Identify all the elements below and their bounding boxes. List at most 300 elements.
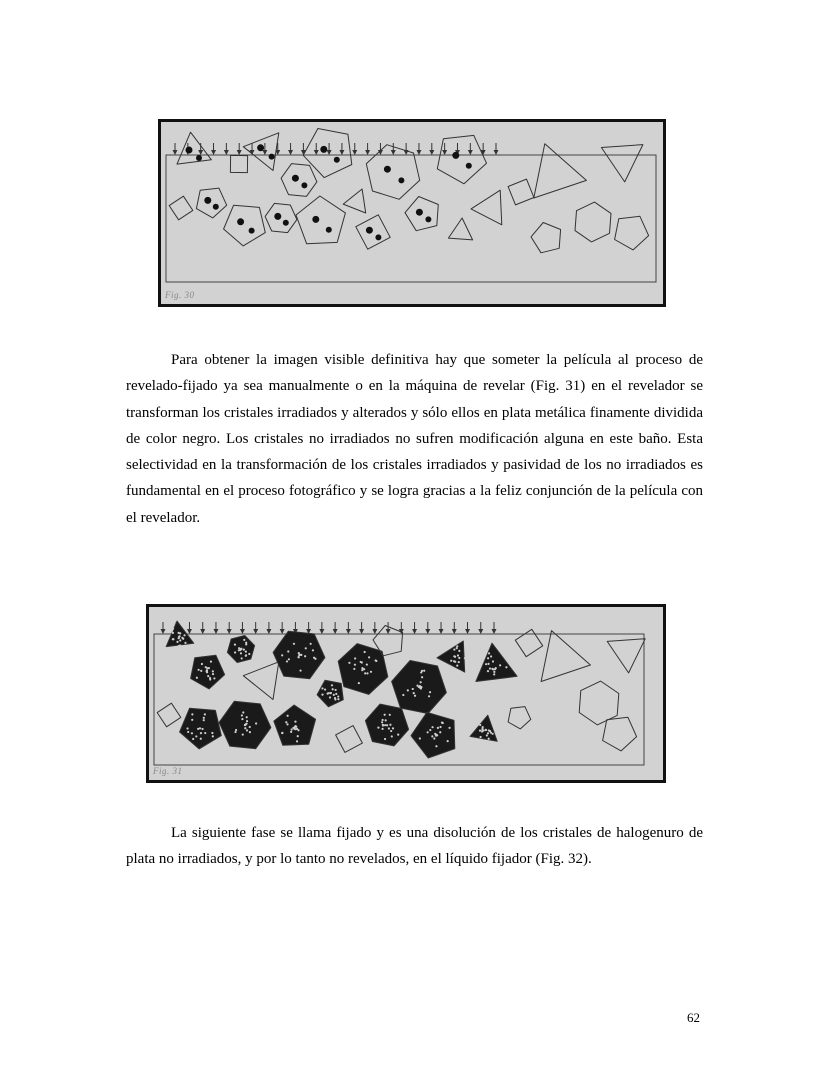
- speckle: [327, 692, 329, 694]
- speckle: [450, 660, 452, 662]
- speckle: [171, 629, 173, 631]
- speckle: [243, 639, 245, 641]
- speckle: [441, 722, 443, 724]
- speckle: [490, 680, 492, 682]
- speckle: [184, 642, 186, 644]
- speckle: [332, 688, 334, 690]
- crystal: [471, 190, 502, 225]
- speckle: [240, 648, 242, 650]
- speckle: [291, 728, 293, 730]
- radiation-arrowhead: [412, 629, 417, 634]
- speckle: [492, 733, 494, 735]
- speckle: [480, 736, 482, 738]
- crystal: [437, 641, 465, 672]
- radiation-arrowhead: [339, 150, 344, 155]
- speckle: [361, 661, 363, 663]
- speckle: [419, 737, 421, 739]
- speckle: [479, 724, 481, 726]
- speckle: [388, 727, 390, 729]
- crystal: [281, 164, 317, 197]
- radiation-arrowhead: [429, 150, 434, 155]
- crystal: [265, 203, 297, 232]
- text-line: el revelador.: [126, 509, 201, 526]
- speckle: [299, 669, 301, 671]
- latent-image-speck: [320, 146, 327, 153]
- speckle: [490, 655, 492, 657]
- speckle: [235, 729, 237, 731]
- speckle: [172, 632, 174, 634]
- speckle: [321, 687, 323, 689]
- speckle: [210, 660, 212, 662]
- speckle: [348, 662, 350, 664]
- crystal: [508, 179, 534, 205]
- latent-image-speck: [237, 218, 244, 225]
- speckle: [294, 725, 296, 727]
- speckle: [234, 644, 236, 646]
- speckle: [486, 734, 488, 736]
- speckle: [207, 675, 209, 677]
- speckle: [358, 682, 360, 684]
- speckle: [290, 731, 292, 733]
- radiation-arrowhead: [352, 150, 357, 155]
- speckle: [200, 732, 202, 734]
- speckle: [203, 719, 205, 721]
- radiation-arrowhead: [478, 629, 483, 634]
- speckle: [456, 665, 458, 667]
- speckle: [397, 734, 399, 736]
- radiation-arrowhead: [416, 150, 421, 155]
- radiation-arrowhead: [227, 629, 232, 634]
- crystal: [575, 202, 611, 242]
- crystal: [411, 712, 455, 758]
- speckle: [286, 660, 288, 662]
- radiation-arrowhead: [346, 629, 351, 634]
- speckle: [479, 729, 481, 731]
- speckle: [245, 723, 247, 725]
- latent-image-speck: [416, 209, 423, 216]
- radiation-arrowhead: [224, 150, 229, 155]
- speckle: [241, 657, 243, 659]
- latent-image-speck: [366, 227, 373, 234]
- speckle: [439, 731, 441, 733]
- speckle: [458, 661, 460, 663]
- text-line: La siguiente fase se llama fijado y es una disolución de los cristales de halogenuro de: [171, 825, 703, 841]
- radiation-arrowhead: [314, 150, 319, 155]
- speckle: [382, 719, 384, 721]
- speckle: [285, 721, 287, 723]
- radiation-arrowhead: [211, 150, 216, 155]
- latent-image-speck: [274, 213, 281, 220]
- speckle: [240, 652, 242, 654]
- speckle: [208, 667, 210, 669]
- speckle: [211, 732, 213, 734]
- figure-31: [146, 604, 666, 783]
- speckle: [287, 715, 289, 717]
- crystal: [303, 129, 352, 178]
- crystal: [476, 643, 517, 681]
- speckle: [495, 730, 497, 732]
- speckle: [433, 737, 435, 739]
- speckle: [447, 740, 449, 742]
- radiation-arrowhead: [468, 150, 473, 155]
- radiation-arrowhead: [359, 629, 364, 634]
- speckle: [429, 729, 431, 731]
- speckle: [423, 670, 425, 672]
- crystal: [531, 223, 561, 253]
- speckle: [389, 724, 391, 726]
- speckle: [243, 648, 245, 650]
- crystal: [343, 189, 366, 213]
- crystal: [336, 726, 363, 753]
- figure-30: [158, 119, 666, 307]
- speckle: [337, 698, 339, 700]
- radiation-arrowhead: [465, 629, 470, 634]
- speckle: [296, 740, 298, 742]
- speckle: [412, 688, 414, 690]
- crystal: [157, 703, 181, 727]
- speckle: [248, 653, 250, 655]
- text-line: de color negro. Los cristales no irradiados no sufren modificación alguna en este baño. Esta: [126, 430, 703, 447]
- speckle: [249, 726, 251, 728]
- speckle: [421, 676, 423, 678]
- radiation-arrowhead: [333, 629, 338, 634]
- latent-image-speck: [204, 197, 211, 204]
- radiation-arrowhead: [452, 629, 457, 634]
- speckle: [334, 697, 336, 699]
- speckle: [495, 667, 497, 669]
- text-line: transforman los cristales irradiados y alterados y sólo ellos en plata metálica finamente dividida: [126, 404, 703, 421]
- speckle: [204, 713, 206, 715]
- crystal: [579, 681, 619, 725]
- crystal: [615, 216, 649, 250]
- speckle: [449, 665, 451, 667]
- crystal: [515, 629, 542, 656]
- speckle: [288, 658, 290, 660]
- speckle: [466, 653, 468, 655]
- speckle: [382, 724, 384, 726]
- speckle: [499, 664, 501, 666]
- speckle: [335, 689, 337, 691]
- speckle: [286, 723, 288, 725]
- speckle: [407, 689, 409, 691]
- speckle: [238, 647, 240, 649]
- radiation-arrowhead: [237, 150, 242, 155]
- latent-image-speck: [269, 154, 275, 160]
- speckle: [435, 733, 437, 735]
- latent-image-speck: [312, 216, 319, 223]
- radiation-arrowhead: [492, 629, 497, 634]
- latent-image-speck: [384, 166, 391, 173]
- latent-image-speck: [425, 216, 431, 222]
- speckle: [384, 724, 386, 726]
- text-line: fundamental en el proceso fotográfico y se logra gracias a la feliz conjunción de la película con: [126, 483, 703, 500]
- speckle: [402, 694, 404, 696]
- speckle: [366, 672, 368, 674]
- speckle: [489, 730, 491, 732]
- speckle: [453, 648, 455, 650]
- radiation-arrowhead: [391, 150, 396, 155]
- speckle: [329, 692, 331, 694]
- speckle: [313, 657, 315, 659]
- speckle: [183, 634, 185, 636]
- latent-image-speck: [466, 163, 472, 169]
- speckle: [297, 656, 299, 658]
- speckle: [364, 651, 366, 653]
- speckle: [246, 716, 248, 718]
- speckle: [203, 717, 205, 719]
- speckle: [182, 638, 184, 640]
- speckle: [364, 672, 366, 674]
- latent-image-speck: [213, 204, 219, 210]
- figure-31-label: Fig. 31: [153, 766, 183, 776]
- speckle: [493, 671, 495, 673]
- radiation-arrowhead: [425, 629, 430, 634]
- latent-image-speck: [452, 152, 459, 159]
- speckle: [488, 652, 490, 654]
- latent-image-speck: [375, 234, 381, 240]
- speckle: [329, 696, 331, 698]
- speckle: [242, 711, 244, 713]
- radiation-arrowhead: [327, 150, 332, 155]
- figure-31-illustration: [149, 607, 663, 780]
- speckle: [209, 678, 211, 680]
- speckle: [281, 654, 283, 656]
- speckle: [191, 713, 193, 715]
- radiation-arrowhead: [198, 150, 203, 155]
- speckle: [439, 726, 441, 728]
- latent-image-speck: [292, 175, 299, 182]
- radiation-arrowhead: [439, 629, 444, 634]
- speckle: [212, 673, 214, 675]
- crystal: [508, 707, 531, 729]
- crystal: [541, 631, 590, 682]
- crystal: [448, 218, 472, 240]
- speckle: [437, 727, 439, 729]
- speckle: [381, 721, 383, 723]
- speckle: [377, 727, 379, 729]
- speckle: [435, 745, 437, 747]
- speckle: [179, 639, 181, 641]
- speckle: [391, 735, 393, 737]
- speckle: [234, 651, 236, 653]
- speckle: [205, 666, 207, 668]
- speckle: [413, 692, 415, 694]
- speckle: [427, 731, 429, 733]
- radiation-arrowhead: [262, 150, 267, 155]
- speckle: [241, 714, 243, 716]
- speckle: [431, 735, 433, 737]
- speckle: [390, 730, 392, 732]
- crystal: [243, 662, 278, 700]
- speckle: [294, 721, 296, 723]
- radiation-arrowhead: [213, 629, 218, 634]
- latent-image-speck: [249, 228, 255, 234]
- speckle: [392, 727, 394, 729]
- speckle: [179, 635, 181, 637]
- speckle: [196, 677, 198, 679]
- speckle: [281, 732, 283, 734]
- speckle: [246, 729, 248, 731]
- crystal: [470, 715, 497, 741]
- speckle: [487, 657, 489, 659]
- radiation-arrowhead: [319, 629, 324, 634]
- speckle: [337, 695, 339, 697]
- speckle: [416, 685, 418, 687]
- crystal: [274, 705, 316, 745]
- speckle: [195, 735, 197, 737]
- speckle: [354, 657, 356, 659]
- latent-image-speck: [257, 144, 264, 151]
- speckle: [384, 738, 386, 740]
- speckle: [305, 647, 307, 649]
- page-number: 62: [687, 1010, 700, 1025]
- speckle: [485, 729, 487, 731]
- speckle: [245, 642, 247, 644]
- speckle: [487, 663, 489, 665]
- speckle: [386, 724, 388, 726]
- speckle: [505, 666, 507, 668]
- speckle: [246, 720, 248, 722]
- crystal: [169, 196, 193, 220]
- speckle: [385, 719, 387, 721]
- speckle: [242, 733, 244, 735]
- speckle: [212, 735, 214, 737]
- speckle: [493, 673, 495, 675]
- radiation-arrowhead: [494, 150, 499, 155]
- speckle: [489, 667, 491, 669]
- speckle: [485, 663, 487, 665]
- crystal: [196, 188, 226, 218]
- crystal: [230, 155, 247, 172]
- speckle: [366, 663, 368, 665]
- speckle: [324, 688, 326, 690]
- latent-image-speck: [398, 177, 404, 183]
- crystal: [534, 144, 587, 198]
- speckle: [464, 657, 466, 659]
- speckle: [492, 660, 494, 662]
- speckle: [206, 670, 208, 672]
- crystal: [177, 132, 211, 164]
- speckle: [457, 654, 459, 656]
- speckle: [241, 718, 243, 720]
- speckle: [200, 670, 202, 672]
- speckle: [363, 668, 365, 670]
- radiation-arrowhead: [442, 150, 447, 155]
- radiation-arrowhead: [173, 150, 178, 155]
- speckle: [304, 655, 306, 657]
- radiation-arrowhead: [280, 629, 285, 634]
- speckle: [478, 662, 480, 664]
- radiation-arrowhead: [161, 629, 166, 634]
- paragraph-fixing: [126, 820, 703, 873]
- latent-image-speck: [196, 155, 202, 161]
- text-line: selectividad en la transformación de los cristales irradiados y pasividad de los no irradiados es: [126, 457, 703, 474]
- speckle: [487, 670, 489, 672]
- speckle: [331, 684, 333, 686]
- speckle: [192, 738, 194, 740]
- radiation-arrowhead: [266, 629, 271, 634]
- latent-image-speck: [186, 147, 193, 154]
- speckle: [429, 691, 431, 693]
- radiation-arrowhead: [372, 629, 377, 634]
- speckle: [178, 632, 180, 634]
- text-line: Para obtener la imagen visible definitiva hay que someter la película al proceso de: [171, 352, 703, 368]
- crystal: [601, 145, 643, 182]
- figure-30-illustration: [161, 122, 663, 304]
- speckle: [488, 738, 490, 740]
- figure-30-label: Fig. 30: [165, 290, 195, 300]
- latent-image-speck: [301, 182, 307, 188]
- speckle: [187, 731, 189, 733]
- speckle: [312, 649, 314, 651]
- speckle: [389, 714, 391, 716]
- speckle: [370, 671, 372, 673]
- speckle: [335, 693, 337, 695]
- crystal: [603, 717, 637, 751]
- radiation-arrowhead: [386, 629, 391, 634]
- speckle: [201, 663, 203, 665]
- speckle: [294, 728, 296, 730]
- radiation-arrowhead: [240, 629, 245, 634]
- speckle: [199, 727, 201, 729]
- speckle: [428, 695, 430, 697]
- speckle: [172, 638, 174, 640]
- speckle: [454, 661, 456, 663]
- crystal: [243, 133, 278, 171]
- speckle: [481, 729, 483, 731]
- crystal: [607, 639, 645, 673]
- speckle: [255, 722, 257, 724]
- paragraph-development: [126, 347, 703, 531]
- speckle: [420, 681, 422, 683]
- speckle: [321, 693, 323, 695]
- speckle: [354, 664, 356, 666]
- speckle: [238, 649, 240, 651]
- speckle: [384, 714, 386, 716]
- speckle: [353, 668, 355, 670]
- latent-image-speck: [283, 220, 289, 226]
- crystal: [356, 215, 390, 249]
- text-line: revelado-fijado ya sea manualmente o en la máquina de revelar (Fig. 31) en el revelador se: [126, 378, 703, 395]
- radiation-arrowhead: [253, 629, 258, 634]
- speckle: [456, 647, 458, 649]
- radiation-arrowhead: [200, 629, 205, 634]
- speckle: [431, 726, 433, 728]
- speckle: [375, 660, 377, 662]
- speckle: [310, 643, 312, 645]
- latent-image-speck: [334, 157, 340, 163]
- speckle: [176, 641, 178, 643]
- speckle: [448, 727, 450, 729]
- speckle: [421, 670, 423, 672]
- speckle: [298, 654, 300, 656]
- speckle: [198, 669, 200, 671]
- radiation-arrowhead: [187, 629, 192, 634]
- speckle: [368, 656, 370, 658]
- speckle: [292, 727, 294, 729]
- speckle: [487, 732, 489, 734]
- speckle: [244, 727, 246, 729]
- latent-image-speck: [326, 227, 332, 233]
- speckle: [191, 719, 193, 721]
- speckle: [234, 731, 236, 733]
- crystal: [224, 205, 266, 246]
- speckle: [191, 732, 193, 734]
- speckle: [200, 738, 202, 740]
- speckle: [293, 643, 295, 645]
- speckle: [245, 655, 247, 657]
- crystal: [437, 135, 486, 183]
